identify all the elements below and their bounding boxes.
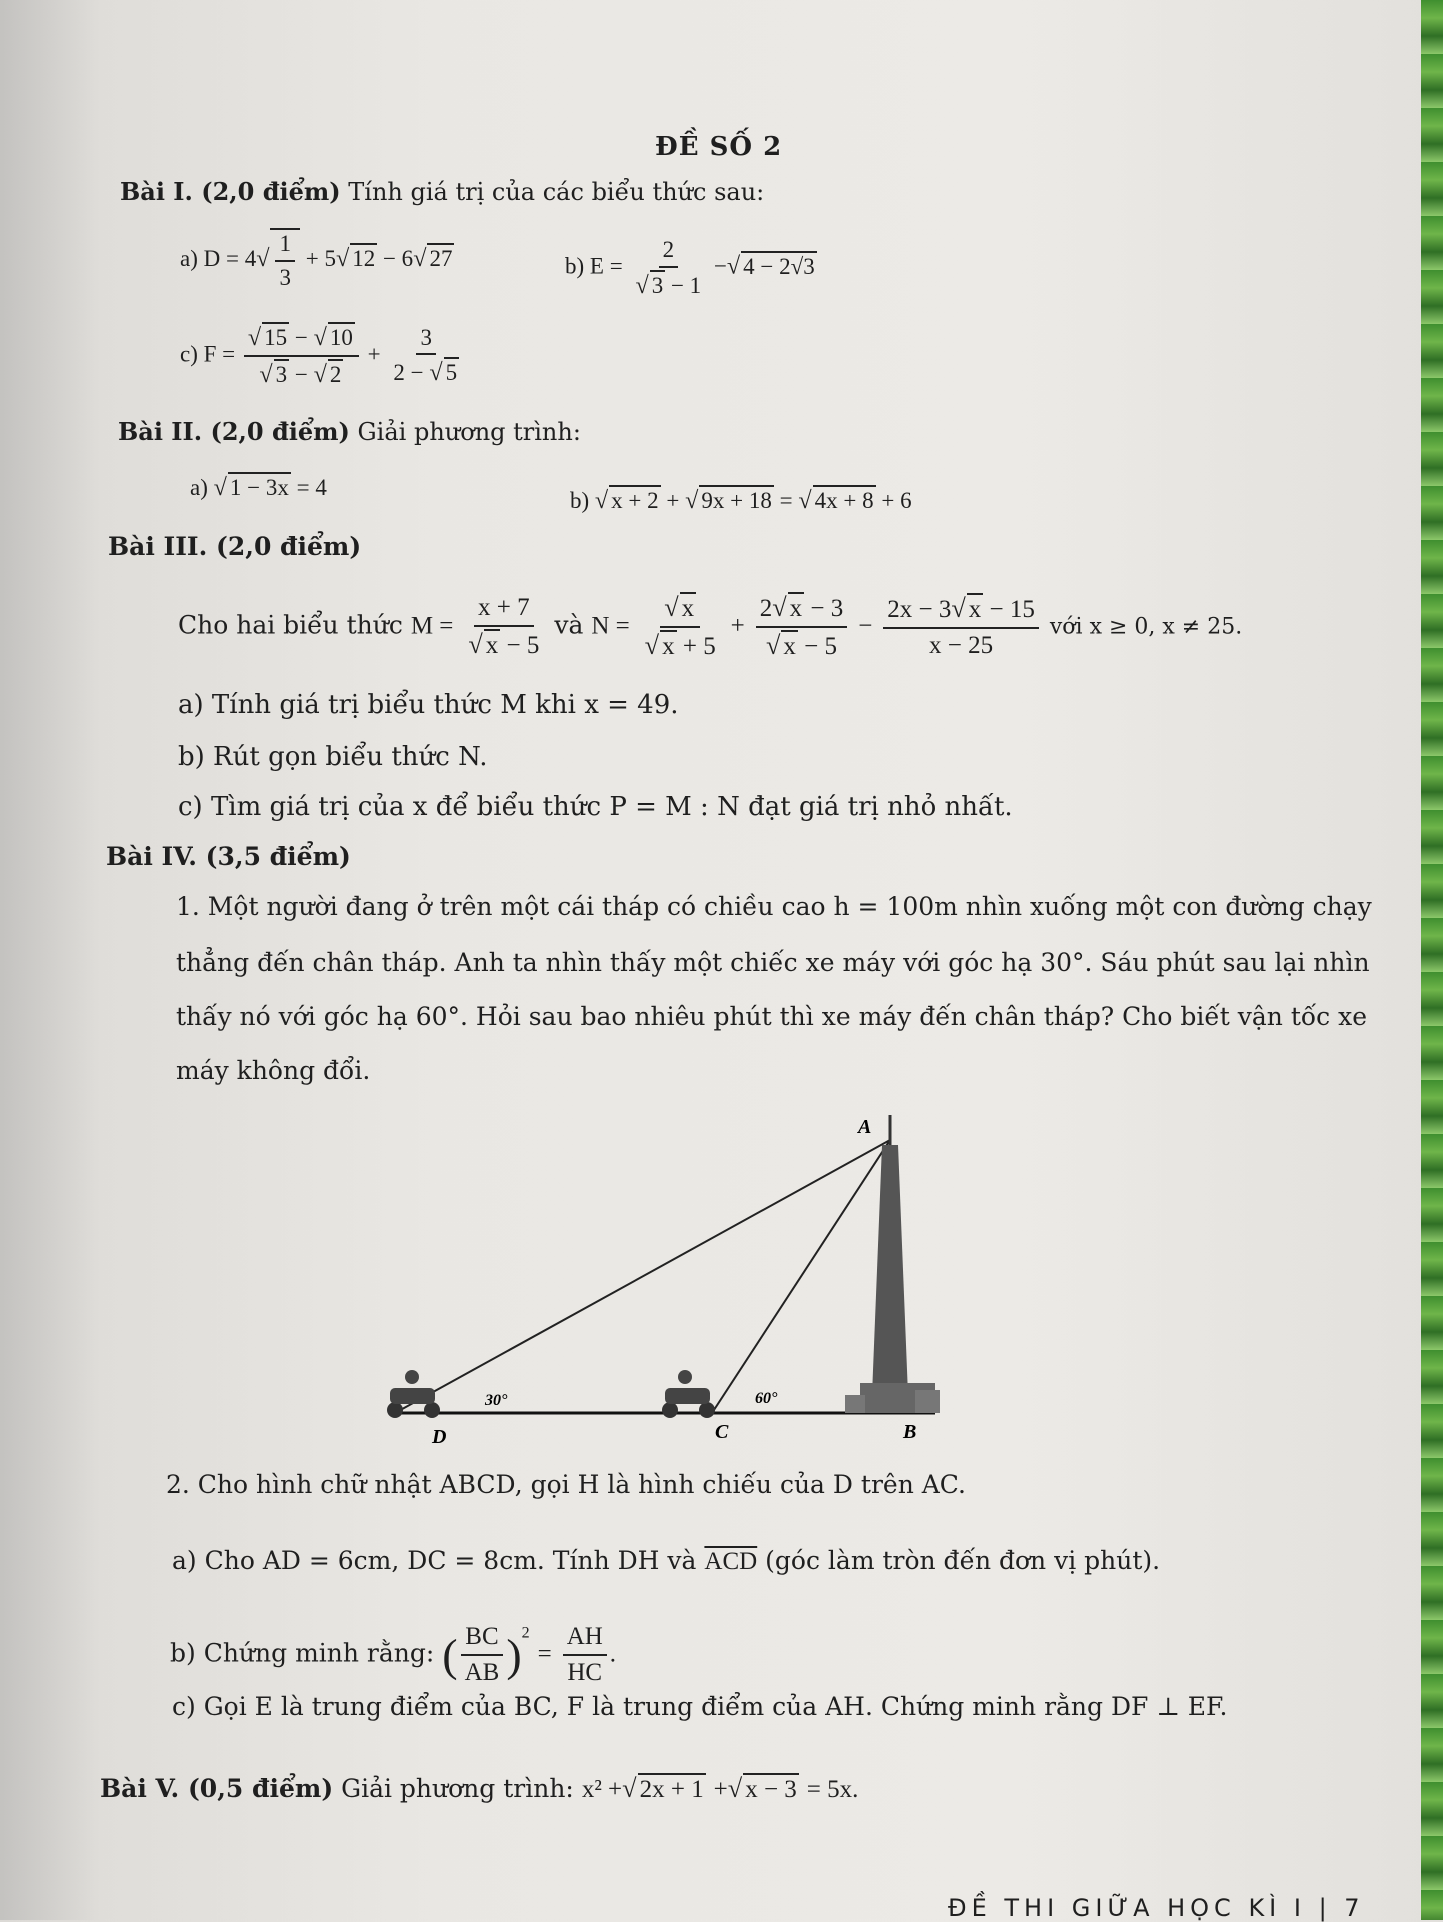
bai1-a: a) D = 4√ $\frac{1}{3}$ + 5√ 12 − 6√ 27 (180, 228, 454, 291)
expr-part: F = (203, 341, 236, 367)
bai2-a: a) √ 1 − 3x = 4 (190, 474, 327, 501)
radicand: x (660, 630, 677, 662)
frac-num: AH (563, 1622, 607, 1656)
expr-part: + 5 (682, 633, 716, 660)
tower-icon (845, 1115, 940, 1413)
radicand: 2 (328, 359, 344, 389)
expr-part: M = (410, 612, 454, 640)
bai3-intro: Cho hai biểu thức (178, 610, 403, 640)
bai3-a: a) Tính giá trị biểu thức M khi x = 49. (178, 690, 679, 720)
expr-part: + (730, 612, 745, 640)
bai3-c: c) Tìm giá trị của x để biểu thức P = M : N đạt giá trị nhỏ nhất. (178, 792, 1013, 822)
page-shadow (0, 0, 100, 1920)
expr-part: + (713, 1776, 728, 1803)
expr-part: − 3 (810, 595, 844, 622)
expr-part: b) Chứng minh rằng: (170, 1638, 435, 1668)
item-label: a) (180, 245, 198, 271)
bai1-b: b) E = $\frac{2}{√ 3 - 1}$ −√ 4 − 2√3 (565, 237, 815, 299)
expr-part: + (666, 488, 680, 513)
radicand: x (781, 630, 798, 662)
frac-den: HC (567, 1659, 603, 1686)
expr-part: − 1 (670, 272, 702, 298)
bai3-b: b) Rút gọn biểu thức N. (178, 742, 488, 772)
radicand: 15 (262, 322, 289, 352)
angle-60: 60° (755, 1390, 778, 1407)
expr-part: N = (591, 612, 630, 640)
bai4-p1-line2: thẳng đến chân tháp. Anh ta nhìn thấy một chiếc xe máy với góc hạ 30°. Sáu phút sau lại nhìn (176, 948, 1370, 977)
frac-num: 2 (659, 236, 679, 268)
frac-den: AB (464, 1659, 500, 1686)
expr-part: = (537, 1640, 552, 1668)
motorbike-icon-c (662, 1370, 715, 1418)
bai4-p2b: b) Chứng minh rằng: ( $\frac{BC}{AB}$ )$^2$ = $\frac{AH}{HC}$ . (170, 1623, 617, 1686)
radicand: 27 (427, 243, 454, 273)
expr-part: − 15 (989, 596, 1035, 623)
bai3-expressions: Cho hai biểu thức M = $\frac{x + 7}{√ x - 5}$ và N = $\frac{√ x}{√ x + 5}$ + $\frac{2√ x - 3}{√ x - 5}$ − $\frac{2x - 3√ x - 15}{x - 25}$ với x ≥ 0, x ≠ 25. (178, 593, 1243, 660)
bai1-text: Tính giá trị của các biểu thức sau: (348, 178, 765, 206)
expr-part: . (609, 1640, 617, 1668)
expr-part: E = (589, 253, 623, 279)
expr-part: − 5 (804, 633, 837, 660)
line-AC (712, 1140, 890, 1413)
expr-part: a) Cho AD = 6cm, DC = 8cm. Tính DH và (172, 1546, 697, 1575)
expr-part: 2x − 3 (887, 596, 952, 623)
bai4-heading: Bài IV. (3,5 điểm) (106, 842, 351, 871)
page-footer: ĐỀ THI GIỮA HỌC KÌ I | 7 (948, 1894, 1365, 1922)
item-label: a) (190, 475, 208, 500)
item-label: b) (570, 488, 590, 513)
radicand: 3 (650, 270, 666, 300)
angle-acd: $\overline{ACD}$ (704, 1548, 758, 1575)
expr-part: − (294, 325, 308, 350)
radicand: x (967, 593, 984, 625)
frac-den: x − 25 (929, 632, 994, 659)
bai4-p1-line1: 1. Một người đang ở trên một cái tháp có chiều cao h = 100m nhìn xuống một con đường chạy (176, 892, 1372, 921)
motorbike-icon-d (387, 1370, 440, 1418)
expr-part: − (294, 361, 308, 387)
page-title: ĐỀ SỐ 2 (655, 132, 783, 162)
bai1-heading: Bài I. (2,0 điểm) (120, 177, 341, 206)
bai2-b: b) √ x + 2 + √ 9x + 18 = √ 4x + 8 + 6 (570, 487, 912, 514)
label-B: B (903, 1421, 917, 1443)
radicand: 10 (328, 322, 355, 352)
expr-part: = 4 (296, 475, 327, 500)
label-D: D (432, 1426, 447, 1448)
item-label: c) (180, 341, 198, 367)
bai4-p2: 2. Cho hình chữ nhật ABCD, gọi H là hình chiếu của D trên AC. (166, 1470, 966, 1499)
exponent: 2 (521, 1624, 530, 1642)
expr-part: + (367, 341, 381, 367)
bai4-p2a (172, 1546, 1160, 1577)
bai5-heading: Bài V. (0,5 điểm) (100, 1774, 334, 1803)
condition: với x ≥ 0, x ≠ 25. (1049, 614, 1243, 640)
frac-den: 3 (279, 264, 291, 290)
background-edge (1421, 0, 1443, 1920)
radicand: x + 2 (609, 485, 660, 515)
radicand: 4 − 2√3 (741, 251, 817, 281)
bai2-text: Giải phương trình: (357, 418, 581, 446)
bai1-heading-line (120, 178, 764, 207)
expr-part: x² + (581, 1776, 623, 1803)
expr-part: = 5x. (806, 1776, 859, 1803)
bai1-c: c) F = $\frac{√ 15 - √ 10}{√ 3 - √ 2}$ + $\frac{3}{2 - √ 5}$ (180, 324, 458, 388)
expr-part: 2 − (393, 360, 424, 386)
tower-figure (360, 1105, 960, 1455)
expr-part: = (779, 488, 793, 513)
expr-part: + 6 (881, 488, 912, 513)
expr-part: 2 (759, 595, 773, 622)
line-AD (395, 1140, 890, 1413)
expr-part: và (554, 610, 584, 640)
radicand: 5 (444, 357, 460, 387)
radicand: 3 (274, 359, 290, 389)
bai4-p1-line4: máy không đổi. (176, 1056, 371, 1085)
expr-part: − 6 (382, 245, 414, 271)
bai5-text: Giải phương trình: (341, 1774, 574, 1803)
label-C: C (715, 1421, 729, 1443)
radicand: 12 (350, 243, 377, 273)
bai2-heading: Bài II. (2,0 điểm) (118, 417, 350, 446)
radicand: 1 − 3x (228, 472, 291, 502)
radicand: 9x + 18 (699, 485, 773, 515)
bai4-p1-line3: thấy nó với góc hạ 60°. Hỏi sau bao nhiêu phút thì xe máy đến chân tháp? Cho biết vận tốc xe (176, 1002, 1368, 1031)
expr-part: + 5 (305, 245, 336, 271)
expr-part: − (858, 612, 873, 640)
item-label: b) (565, 253, 585, 279)
radicand: x (788, 592, 805, 624)
expr-part: − (713, 253, 727, 279)
bai4-p2c: c) Gọi E là trung điểm của BC, F là trung điểm của AH. Chứng minh rằng DF ⊥ EF. (172, 1692, 1228, 1721)
frac-num: 1 (275, 230, 295, 262)
radicand: x − 3 (743, 1773, 799, 1805)
expr-part: D = 4 (203, 245, 257, 271)
expr-part: − 5 (506, 632, 540, 659)
radicand: 2x + 1 (638, 1773, 706, 1805)
frac-num: BC (461, 1622, 502, 1656)
label-A: A (858, 1116, 872, 1138)
radicand: x (484, 629, 501, 661)
bai2-heading-line (118, 418, 581, 447)
bai3-heading: Bài III. (2,0 điểm) (108, 532, 362, 561)
radicand: 4x + 8 (813, 485, 876, 515)
radicand: x (680, 592, 697, 624)
frac-num: x + 7 (474, 593, 534, 627)
frac-num: 3 (416, 324, 436, 356)
expr-part: (góc làm tròn đến đơn vị phút). (765, 1546, 1161, 1575)
angle-30: 30° (485, 1392, 508, 1409)
bai5-line: Bài V. (0,5 điểm) Giải phương trình: x² +√ 2x + 1 +√ x − 3 = 5x. (100, 1774, 859, 1803)
